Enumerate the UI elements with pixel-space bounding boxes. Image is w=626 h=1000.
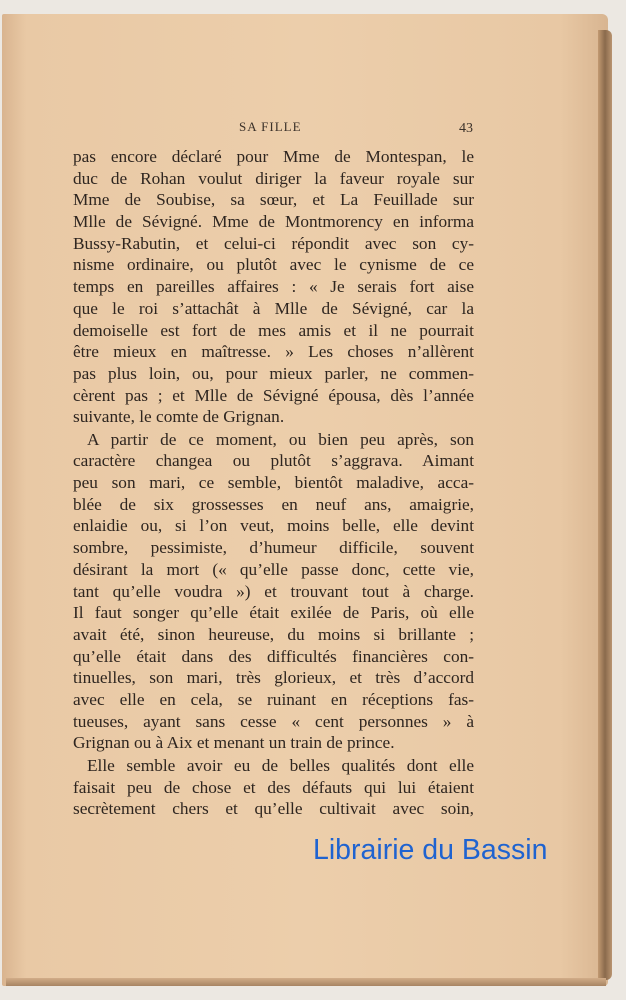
text-line: être mieux en maîtresse. » Les choses n’allèrent xyxy=(73,342,474,362)
text-line: avait été, sinon heureuse, du moins si brillante ; xyxy=(73,624,474,644)
text-line: duc de Rohan voulut diriger la faveur royale sur xyxy=(73,168,474,188)
text-line: pas encore déclaré pour Mme de Montespan, le xyxy=(73,147,474,166)
text-line: secrètement chers et qu’elle cultivait avec soin, xyxy=(73,799,474,819)
page-header xyxy=(73,119,473,139)
text-line: Elle semble avoir eu de belles qualités dont elle xyxy=(87,755,474,775)
text-line: Bussy-Rabutin, et celui-ci répondit avec son cy- xyxy=(73,233,474,253)
text-line: Mlle de Sévigné. Mme de Montmorency en informa xyxy=(73,212,474,232)
paragraph xyxy=(73,429,474,754)
text-line: qu’elle était dans des difficultés financières con- xyxy=(73,646,474,666)
text-line: sombre, pessimiste, d’humeur difficile, souvent xyxy=(73,538,474,558)
text-line: suivante, le comte de Grignan. xyxy=(73,407,285,427)
text-line: enlaidie ou, si l’on veut, moins belle, elle devint xyxy=(73,516,474,536)
text-line: A partir de ce moment, ou bien peu après, son xyxy=(87,429,474,449)
text-line: cèrent pas ; et Mlle de Sévigné épousa, dès l’année xyxy=(73,385,474,405)
text-line: que le roi s’attachât à Mlle de Sévigné, car la xyxy=(73,298,474,318)
text-line: Grignan ou à Aix et menant un train de prince. xyxy=(73,733,395,753)
text-line: désirant la mort (« qu’elle passe donc, cette vie, xyxy=(73,559,474,579)
text-line: Mme de Soubise, sa sœur, et La Feuillade sur xyxy=(73,190,474,210)
text-line: nisme ordinaire, ou plutôt avec le cynisme de ce xyxy=(73,255,474,275)
running-title: SA FILLE xyxy=(239,119,302,134)
text-line: peu son mari, ce semble, bientôt maladive, acca- xyxy=(73,473,474,493)
text-line: pas plus loin, ou, pour mieux parler, ne commen- xyxy=(73,363,474,383)
text-line: temps en pareilles affaires : « Je serais fort aise xyxy=(73,277,474,297)
page-number: 43 xyxy=(459,121,473,136)
paragraph xyxy=(73,755,474,820)
text-line: faisait peu de chose et des défauts qui lui étaient xyxy=(73,777,474,797)
page-edge xyxy=(598,30,612,980)
text-line: blée de six grossesses en neuf ans, amaigrie, xyxy=(73,494,474,514)
text-line: tueuses, ayant sans cesse « cent personnes » à xyxy=(73,711,474,731)
text-line: avec elle en cela, se ruinant en réceptions fas- xyxy=(73,689,474,709)
page-bottom-edge xyxy=(6,978,606,986)
text-line: tinuelles, son mari, très glorieux, et très d’accord xyxy=(73,668,474,688)
text-line: tant qu’elle voudra ») et trouvant tout à charge. xyxy=(73,581,474,601)
text-line: Il faut songer qu’elle était exilée de Paris, où elle xyxy=(73,603,474,623)
text-line: caractère changea ou plutôt s’aggrava. Aimant xyxy=(73,451,474,471)
page-body xyxy=(73,146,474,820)
paragraph xyxy=(73,146,474,428)
watermark: Librairie du Bassin xyxy=(313,834,548,866)
text-line: demoiselle est fort de mes amis et il ne pourrait xyxy=(73,320,474,340)
